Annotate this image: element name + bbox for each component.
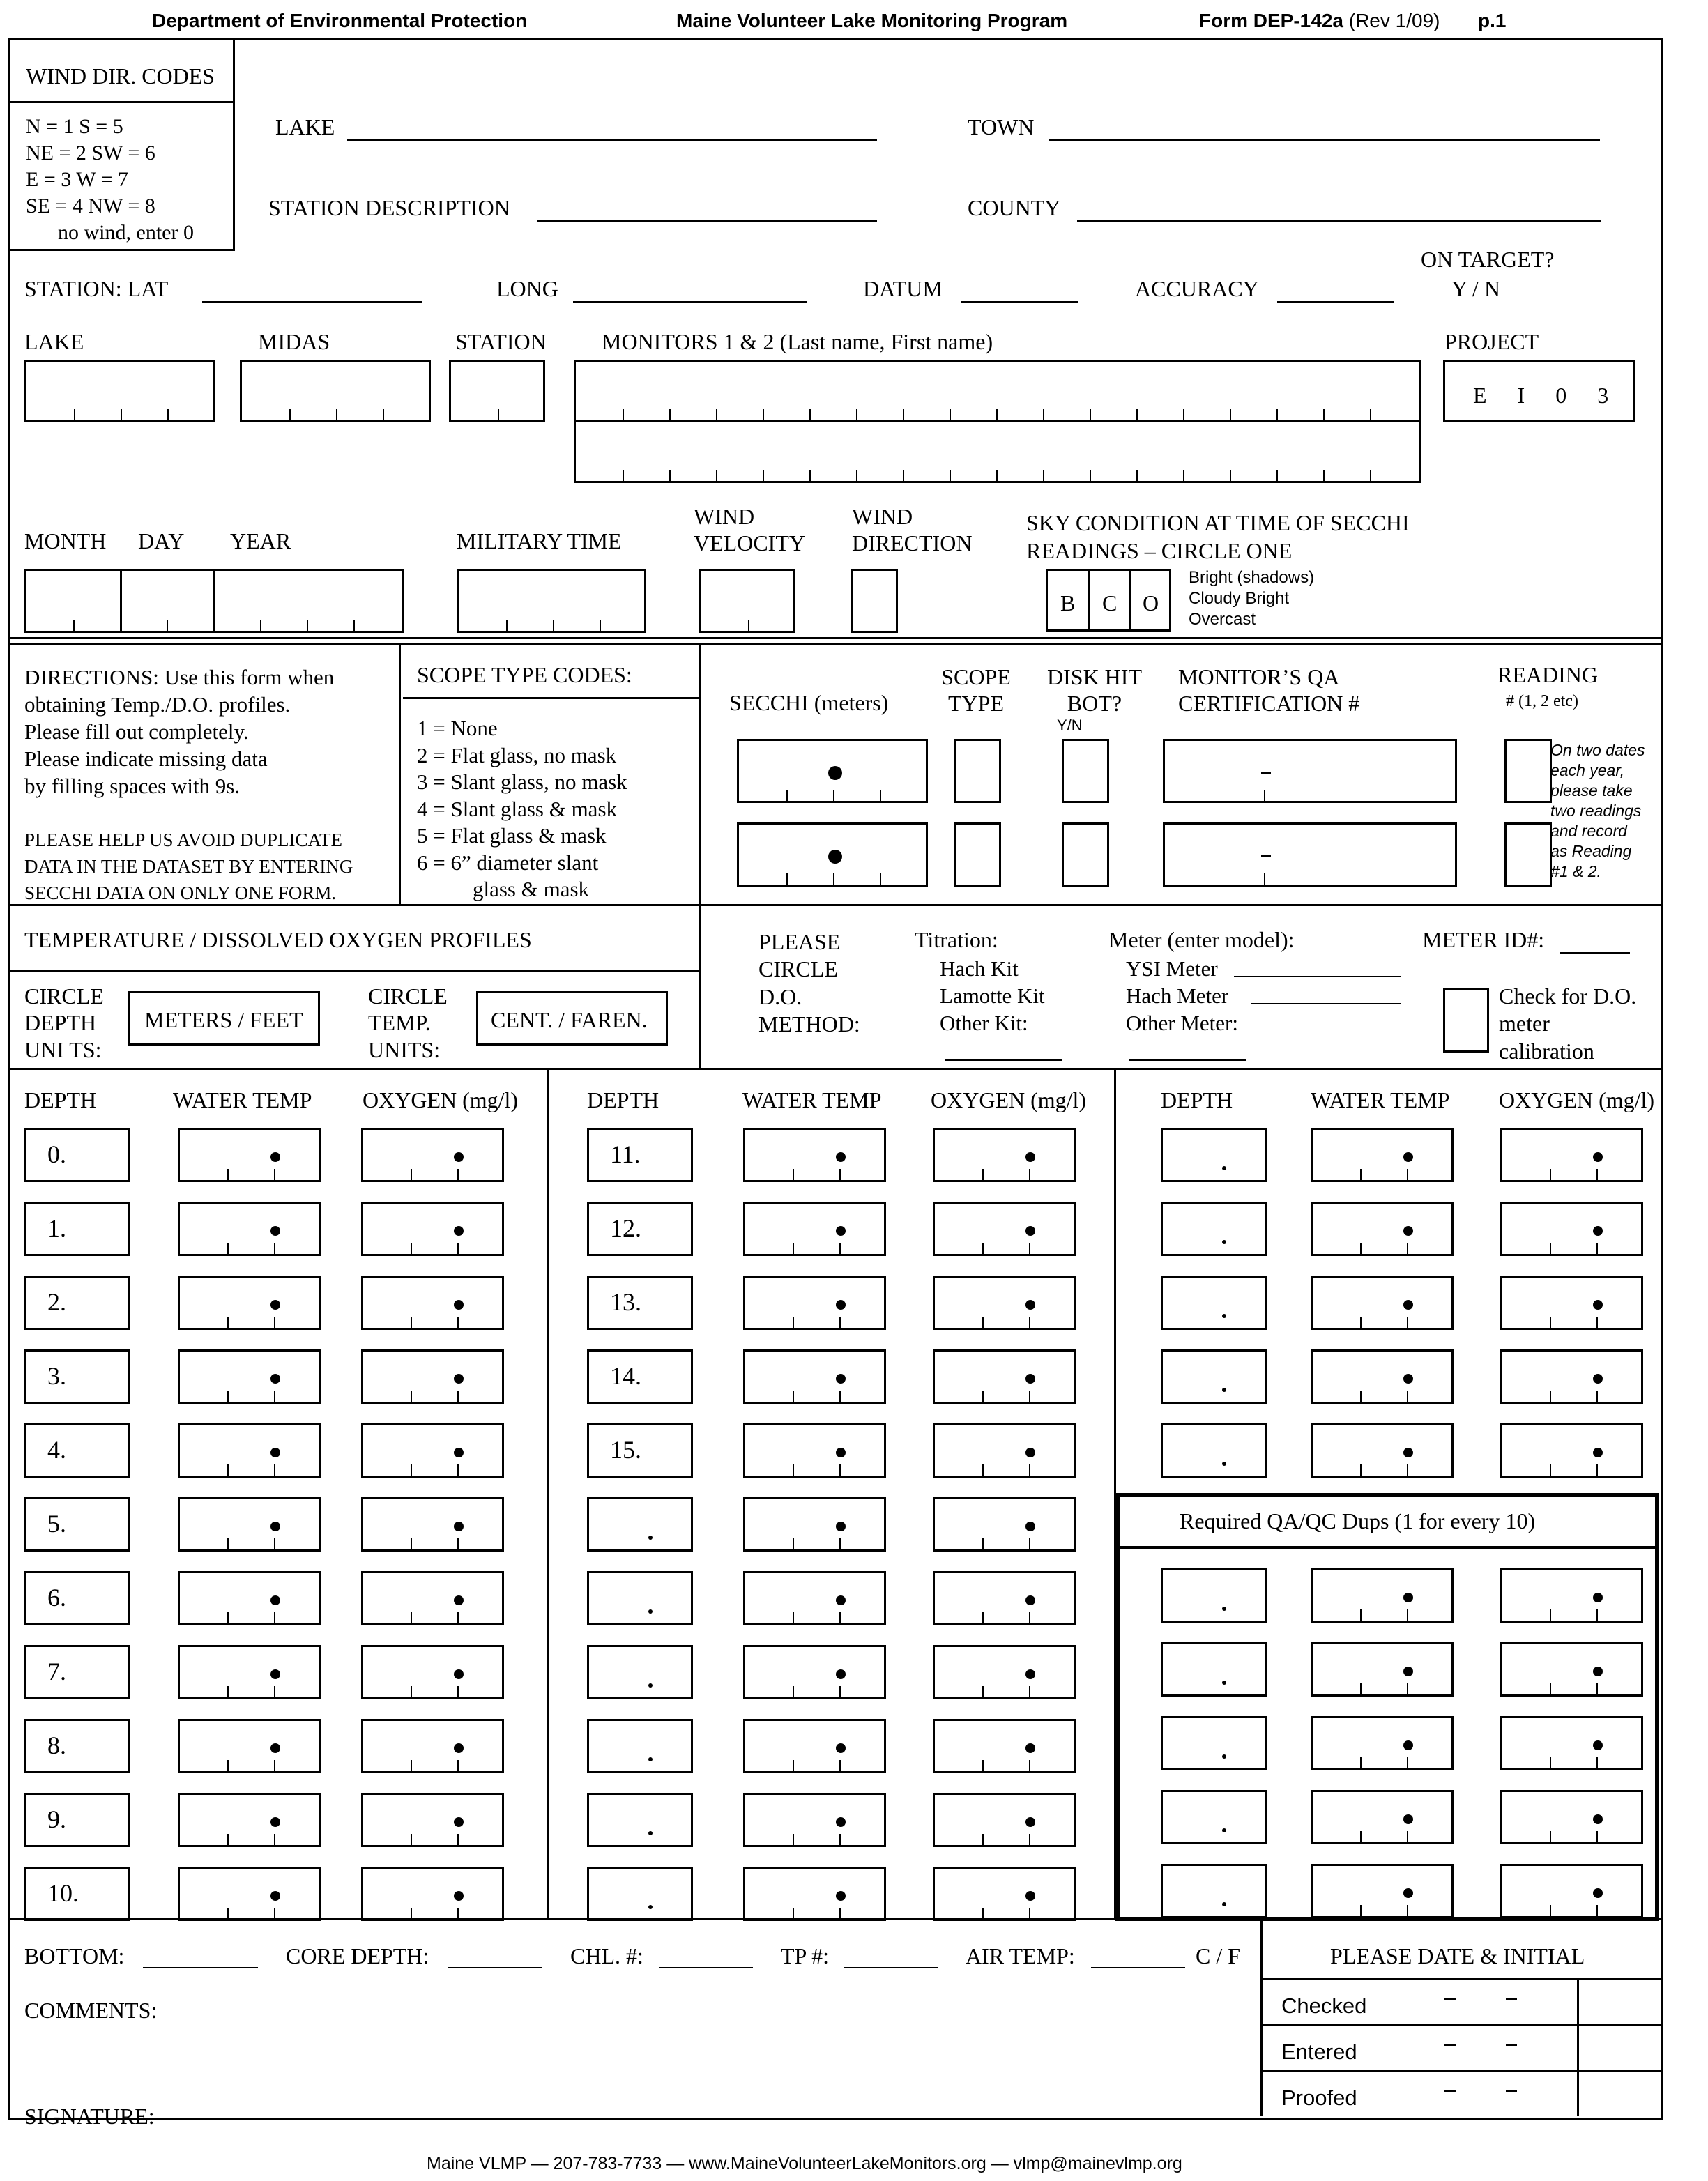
accuracy-label: ACCURACY — [1135, 276, 1259, 301]
depth-cell[interactable] — [587, 1497, 693, 1552]
oxygen-cell[interactable] — [361, 1793, 504, 1847]
kit-options[interactable]: Hach Kit Lamotte Kit Other Kit: — [940, 956, 1045, 1035]
depth-value: 0. — [47, 1140, 66, 1168]
water-temp-cell[interactable] — [1311, 1349, 1454, 1404]
depth-value: 11. — [610, 1140, 641, 1168]
oxygen-cell[interactable] — [361, 1202, 504, 1256]
depth-cell[interactable] — [587, 1423, 693, 1478]
water-temp-cell[interactable] — [743, 1202, 886, 1256]
water-temp-cell[interactable] — [743, 1645, 886, 1699]
comments-label: COMMENTS: — [24, 1998, 158, 2023]
date-initial-title: PLEASE DATE & INITIAL — [1330, 1943, 1585, 1968]
bottom-label: BOTTOM: — [24, 1943, 125, 1968]
scope-type-box[interactable] — [954, 822, 1001, 887]
depth-cell[interactable] — [24, 1497, 130, 1552]
water-temp-cell[interactable] — [1311, 1202, 1454, 1256]
water-temp-cell[interactable] — [178, 1571, 321, 1625]
sky-o[interactable]: O — [1143, 590, 1159, 615]
initial-field[interactable] — [1583, 2073, 1652, 2113]
depth-cell[interactable] — [24, 1867, 130, 1921]
oxygen-cell[interactable] — [933, 1793, 1076, 1847]
depth-header: DEPTH — [24, 1087, 97, 1112]
depth-value: 3. — [47, 1362, 66, 1390]
form-number: Form DEP-142a (Rev 1/09) — [1199, 10, 1440, 31]
footer-contact: Maine VLMP — 207-783-7733 — www.MaineVolunteerLakeMonitors.org — vlmp@mainevlmp.org — [427, 2154, 1182, 2173]
depth-cell[interactable] — [1161, 1128, 1267, 1182]
depth-cell[interactable] — [587, 1349, 693, 1404]
depth-cell[interactable] — [24, 1349, 130, 1404]
oxygen-cell[interactable] — [933, 1128, 1076, 1182]
depth-value: 10. — [47, 1879, 79, 1907]
depth-cell[interactable] — [587, 1571, 693, 1625]
page-number: p.1 — [1478, 10, 1507, 31]
water-temp-cell[interactable] — [178, 1349, 321, 1404]
core-depth-label: CORE DEPTH: — [286, 1943, 429, 1968]
long-field[interactable] — [573, 301, 807, 303]
lake-label: LAKE — [275, 114, 335, 139]
reading-number-box[interactable] — [1504, 822, 1552, 887]
project-code: E I 0 3 — [1473, 383, 1622, 408]
sky-b[interactable]: B — [1060, 590, 1076, 615]
water-temp-cell[interactable] — [743, 1423, 886, 1478]
program-name: Maine Volunteer Lake Monitoring Program — [676, 10, 1068, 31]
wind-code-line: NE = 2 SW = 6 — [26, 141, 155, 164]
initial-field[interactable] — [1583, 2027, 1652, 2067]
meter-options[interactable]: YSI Meter Hach Meter Other Meter: — [1126, 956, 1238, 1035]
wind-velocity-label: WIND VELOCITY — [694, 504, 805, 556]
county-field[interactable] — [1077, 220, 1601, 222]
depth-value: 13. — [610, 1288, 641, 1316]
water-temp-header: WATER TEMP — [742, 1087, 882, 1112]
sky-condition-label: SKY CONDITION AT TIME OF SECCHI READINGS – CIRCLE ONE — [1026, 510, 1410, 563]
water-temp-cell[interactable] — [178, 1719, 321, 1773]
on-target-label: ON TARGET? — [1421, 247, 1555, 272]
military-time-label: MILITARY TIME — [457, 528, 622, 553]
depth-value: 14. — [610, 1362, 641, 1390]
monitors-label: MONITORS 1 & 2 (Last name, First name) — [602, 329, 993, 354]
disk-hit-box[interactable] — [1062, 739, 1109, 803]
water-temp-header: WATER TEMP — [1311, 1087, 1450, 1112]
qa-dups-section — [1115, 1493, 1659, 1921]
depth-value: 2. — [47, 1288, 66, 1316]
depth-value: 1. — [47, 1214, 66, 1242]
water-temp-cell[interactable] — [1311, 1276, 1454, 1330]
date-initial-row-label: Proofed — [1281, 2086, 1357, 2110]
water-temp-cell[interactable] — [178, 1202, 321, 1256]
water-temp-cell[interactable] — [178, 1793, 321, 1847]
depth-cell[interactable] — [24, 1793, 130, 1847]
qa-cert-label: MONITOR’S QA CERTIFICATION # — [1178, 664, 1360, 717]
tp-field[interactable] — [844, 1967, 938, 1968]
depth-cell[interactable] — [1161, 1202, 1267, 1256]
yn-label: Y/N — [1057, 717, 1083, 734]
water-temp-cell[interactable] — [1311, 1423, 1454, 1478]
tp-label: TP #: — [781, 1943, 830, 1968]
monitor-2-box[interactable] — [574, 420, 1421, 483]
wind-direction-box[interactable] — [851, 569, 898, 633]
two-readings-note: On two dates each year, please take two readings and record as Reading #1 & 2. — [1550, 741, 1645, 880]
depth-cell[interactable] — [587, 1719, 693, 1773]
depth-value: 15. — [610, 1436, 641, 1464]
oxygen-cell[interactable] — [1500, 1423, 1643, 1478]
depth-cell[interactable] — [24, 1202, 130, 1256]
oxygen-cell[interactable] — [1500, 1128, 1643, 1182]
oxygen-header: OXYGEN (mg/l) — [931, 1087, 1087, 1112]
oxygen-cell[interactable] — [361, 1423, 504, 1478]
county-label: COUNTY — [968, 195, 1061, 220]
wind-code-line: E = 3 W = 7 — [26, 168, 128, 191]
wind-code-line: N = 1 S = 5 — [26, 115, 123, 138]
sky-c[interactable]: C — [1102, 590, 1118, 615]
long-label: LONG — [496, 276, 558, 301]
military-time-box[interactable] — [457, 569, 646, 633]
date-initial-row-label: Checked — [1281, 1993, 1367, 2018]
oxygen-cell[interactable] — [933, 1719, 1076, 1773]
date-field[interactable] — [1366, 2027, 1569, 2067]
wind-direction-label: WIND DIRECTION — [852, 504, 973, 556]
qa-dups-title: Required QA/QC Dups (1 for every 10) — [1180, 1508, 1536, 1533]
scope-codes-list: 1 = None 2 = Flat glass, no mask 3 = Slant glass, no mask 4 = Slant glass & mask 5 = Flat glass & mask 6 = 6” diameter slant glass & mask — [417, 716, 627, 901]
oxygen-cell[interactable] — [361, 1719, 504, 1773]
profile-title: TEMPERATURE / DISSOLVED OXYGEN PROFILES — [24, 927, 532, 952]
depth-cell[interactable] — [587, 1128, 693, 1182]
depth-cell[interactable] — [24, 1719, 130, 1773]
water-temp-cell[interactable] — [743, 1497, 886, 1552]
year-label: YEAR — [230, 528, 291, 553]
wind-codes-box — [8, 38, 235, 251]
depth-value: 5. — [47, 1510, 66, 1538]
secchi-reading-box[interactable] — [737, 739, 928, 803]
cf-options[interactable]: C / F — [1196, 1943, 1241, 1968]
titration-label: Titration: — [915, 927, 998, 952]
water-temp-cell[interactable] — [178, 1867, 321, 1921]
oxygen-cell[interactable] — [361, 1645, 504, 1699]
bottom-field[interactable] — [143, 1967, 258, 1968]
depth-value: 6. — [47, 1584, 66, 1612]
sky-legend: Bright (shadows) Cloudy Bright Overcast — [1189, 568, 1315, 629]
wind-codes-title: WIND DIR. CODES — [26, 63, 215, 89]
date-initial-row-label: Entered — [1281, 2040, 1357, 2064]
air-temp-field[interactable] — [1091, 1967, 1185, 1968]
secchi-reading-box[interactable] — [737, 822, 928, 887]
do-method-label: PLEASE CIRCLE D.O. METHOD: — [758, 929, 860, 1037]
datum-field[interactable] — [961, 301, 1078, 303]
town-label: TOWN — [968, 114, 1035, 139]
depth-value: 7. — [47, 1658, 66, 1685]
depth-header: DEPTH — [587, 1087, 659, 1112]
directions-text: DIRECTIONS: Use this form when obtaining Temp./D.O. profiles. Please fill out completely. Please indicate missing data by filling spaces with 9s. — [24, 665, 335, 798]
air-temp-label: AIR TEMP: — [966, 1943, 1075, 1968]
reading-number-box[interactable] — [1504, 739, 1552, 803]
lake-code-label: LAKE — [24, 329, 84, 354]
water-temp-cell[interactable] — [743, 1793, 886, 1847]
project-label: PROJECT — [1444, 329, 1539, 354]
reading-label: READING — [1497, 662, 1598, 687]
initial-field[interactable] — [1583, 1981, 1652, 2021]
depth-cell[interactable] — [1161, 1349, 1267, 1404]
circle-depth-label: CIRCLE DEPTH UNI TS: — [24, 984, 104, 1062]
lat-label: STATION: LAT — [24, 276, 169, 301]
oxygen-cell[interactable] — [933, 1423, 1076, 1478]
core-depth-field[interactable] — [448, 1967, 542, 1968]
water-temp-cell[interactable] — [178, 1128, 321, 1182]
scope-codes-title: SCOPE TYPE CODES: — [417, 662, 632, 687]
wind-code-line: SE = 4 NW = 8 — [26, 194, 155, 217]
station-label: STATION — [455, 329, 547, 354]
lake-code-box[interactable] — [24, 360, 215, 422]
water-temp-cell[interactable] — [743, 1349, 886, 1404]
temp-units-box[interactable]: CENT. / FAREN. — [476, 991, 668, 1046]
oxygen-header: OXYGEN (mg/l) — [363, 1087, 519, 1112]
monitor-1-box[interactable] — [574, 360, 1421, 422]
oxygen-cell[interactable] — [933, 1349, 1076, 1404]
water-temp-header: WATER TEMP — [173, 1087, 312, 1112]
water-temp-cell[interactable] — [743, 1719, 886, 1773]
sky-condition-box[interactable] — [1046, 569, 1171, 632]
oxygen-cell[interactable] — [1500, 1276, 1643, 1330]
circle-temp-label: CIRCLE TEMP. UNITS: — [368, 984, 448, 1062]
datum-label: DATUM — [863, 276, 943, 301]
oxygen-cell[interactable] — [933, 1867, 1076, 1921]
water-temp-cell[interactable] — [743, 1867, 886, 1921]
wind-velocity-box[interactable] — [699, 569, 795, 633]
day-label: DAY — [138, 528, 185, 553]
disk-hit-box[interactable] — [1062, 822, 1109, 887]
oxygen-cell[interactable] — [361, 1276, 504, 1330]
date-box[interactable] — [24, 569, 404, 633]
depth-cell[interactable] — [587, 1276, 693, 1330]
water-temp-cell[interactable] — [743, 1571, 886, 1625]
accuracy-field[interactable] — [1277, 301, 1394, 303]
meter-label: Meter (enter model): — [1108, 927, 1295, 952]
oxygen-cell[interactable] — [933, 1571, 1076, 1625]
midas-label: MIDAS — [258, 329, 330, 354]
oxygen-header: OXYGEN (mg/l) — [1499, 1087, 1655, 1112]
depth-value: 8. — [47, 1731, 66, 1759]
water-temp-cell[interactable] — [178, 1276, 321, 1330]
depth-cell[interactable] — [587, 1793, 693, 1847]
depth-cell[interactable] — [587, 1645, 693, 1699]
oxygen-cell[interactable] — [361, 1867, 504, 1921]
depth-value: 4. — [47, 1436, 66, 1464]
depth-cell[interactable] — [587, 1202, 693, 1256]
station-box[interactable] — [449, 360, 545, 422]
qa-cert-box[interactable] — [1163, 739, 1457, 803]
oxygen-cell[interactable] — [933, 1276, 1076, 1330]
reading-sub-label: # (1, 2 etc) — [1506, 692, 1578, 710]
depth-cell[interactable] — [587, 1867, 693, 1921]
water-temp-cell[interactable] — [178, 1423, 321, 1478]
oxygen-cell[interactable] — [361, 1128, 504, 1182]
depth-cell[interactable] — [24, 1645, 130, 1699]
oxygen-cell[interactable] — [933, 1645, 1076, 1699]
project-box — [1443, 360, 1635, 422]
depth-cell[interactable] — [24, 1423, 130, 1478]
date-field[interactable] — [1366, 1981, 1569, 2021]
depth-header: DEPTH — [1161, 1087, 1233, 1112]
meter-id-field[interactable] — [1560, 952, 1630, 954]
depth-cell[interactable] — [24, 1276, 130, 1330]
oxygen-cell[interactable] — [1500, 1202, 1643, 1256]
scope-type-box[interactable] — [954, 739, 1001, 803]
secchi-label: SECCHI (meters) — [729, 690, 889, 715]
chl-label: CHL. #: — [570, 1943, 643, 1968]
depth-value: 9. — [47, 1805, 66, 1833]
calibration-label: Check for D.O. meter calibration — [1499, 984, 1637, 1064]
depth-cell[interactable] — [24, 1128, 130, 1182]
dept-name: Department of Environmental Protection — [152, 10, 528, 31]
signature-label: SIGNATURE: — [24, 2104, 155, 2129]
qa-cert-box[interactable] — [1163, 822, 1457, 887]
oxygen-cell[interactable] — [361, 1497, 504, 1552]
on-target-options[interactable]: Y / N — [1451, 276, 1500, 301]
town-field[interactable] — [1049, 139, 1600, 141]
water-temp-cell[interactable] — [1311, 1128, 1454, 1182]
date-field[interactable] — [1366, 2073, 1569, 2113]
duplicate-warning: PLEASE HELP US AVOID DUPLICATE DATA IN THE DATASET BY ENTERING SECCHI DATA ON ONLY ONE FORM. — [24, 829, 353, 903]
water-temp-cell[interactable] — [178, 1497, 321, 1552]
oxygen-cell[interactable] — [933, 1497, 1076, 1552]
meter-id-label: METER ID#: — [1422, 927, 1545, 952]
water-temp-cell[interactable] — [743, 1128, 886, 1182]
depth-cell[interactable] — [1161, 1276, 1267, 1330]
depth-cell[interactable] — [24, 1571, 130, 1625]
lake-field[interactable] — [347, 139, 877, 141]
water-temp-cell[interactable] — [178, 1645, 321, 1699]
month-label: MONTH — [24, 528, 107, 553]
water-temp-cell[interactable] — [743, 1276, 886, 1330]
station-description-field[interactable] — [537, 220, 877, 222]
oxygen-cell[interactable] — [361, 1571, 504, 1625]
oxygen-cell[interactable] — [933, 1202, 1076, 1256]
lat-field[interactable] — [202, 301, 422, 303]
depth-units-box[interactable]: METERS / FEET — [128, 991, 320, 1046]
oxygen-cell[interactable] — [361, 1349, 504, 1404]
depth-value: 12. — [610, 1214, 641, 1242]
oxygen-cell[interactable] — [1500, 1349, 1643, 1404]
station-description-label: STATION DESCRIPTION — [268, 195, 510, 220]
scope-type-label: SCOPE TYPE — [941, 664, 1011, 717]
depth-cell[interactable] — [1161, 1423, 1267, 1478]
calibration-checkbox[interactable] — [1443, 988, 1489, 1053]
disk-hit-bottom-label: DISK HIT BOT? — [1047, 664, 1142, 717]
chl-field[interactable] — [659, 1967, 753, 1968]
midas-box[interactable] — [240, 360, 431, 422]
wind-code-line: no wind, enter 0 — [58, 221, 194, 244]
